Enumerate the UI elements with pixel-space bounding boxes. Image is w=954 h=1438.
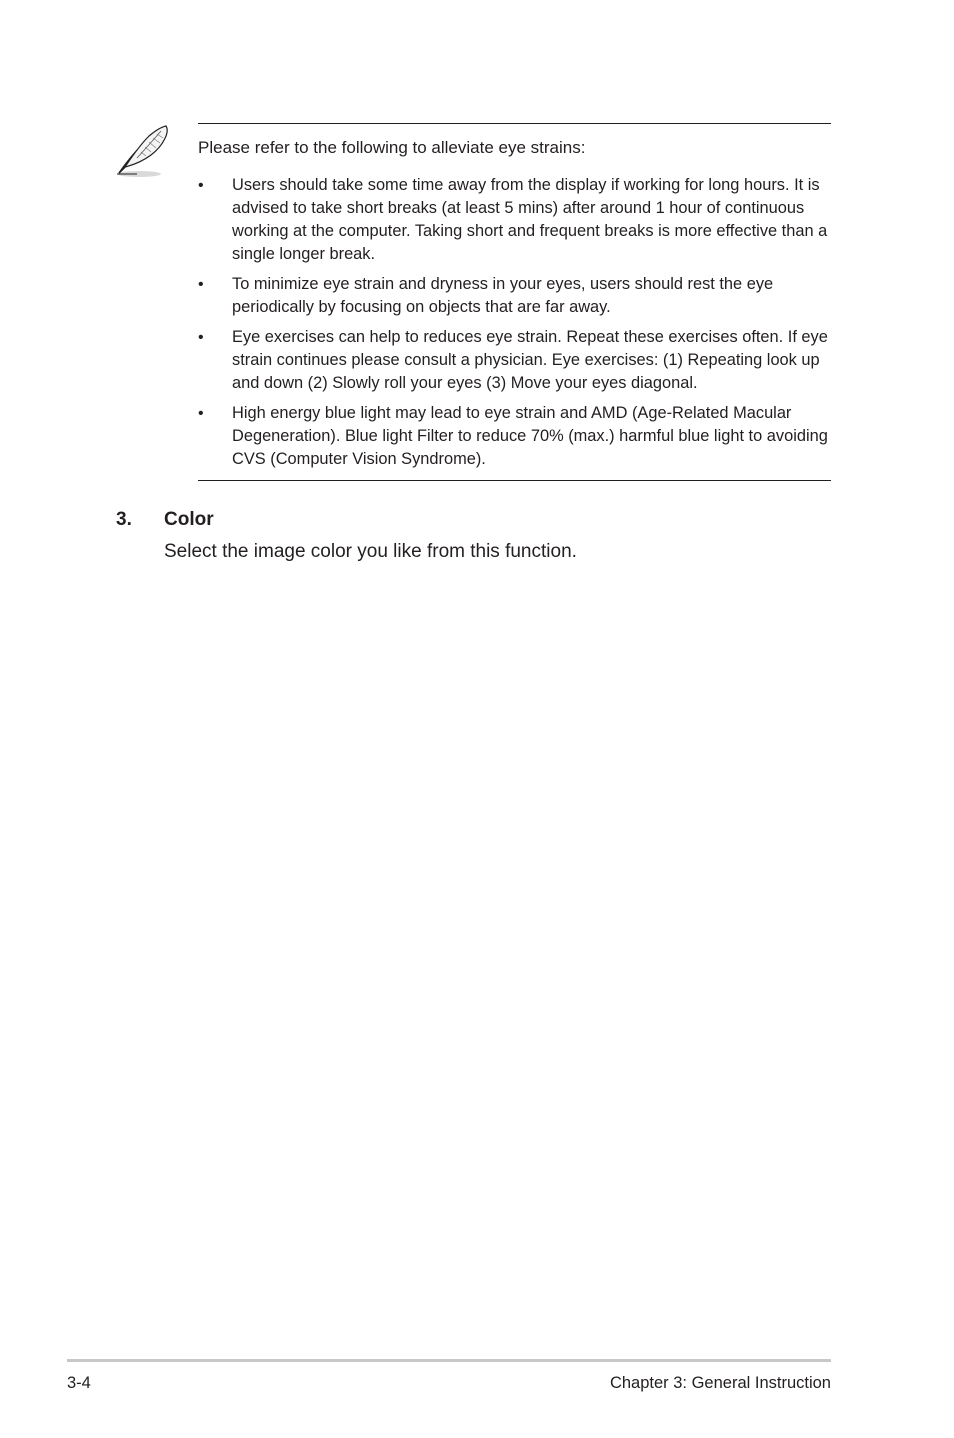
list-item <box>198 273 831 319</box>
bullet-text: To minimize eye strain and dryness in your eyes, users should rest the eye periodically by focusing on objects that are far away. <box>232 275 774 316</box>
footer-divider <box>67 1359 831 1362</box>
bullet-dot: • <box>198 177 204 194</box>
feather-pen-icon <box>113 122 175 180</box>
eye-strain-tips-list <box>198 174 831 478</box>
note-top-rule <box>198 123 831 124</box>
note-bottom-rule <box>198 480 831 481</box>
footer-chapter-title: Chapter 3: General Instruction <box>609 1374 831 1392</box>
list-item <box>198 326 831 395</box>
section-number: 3. <box>116 509 132 530</box>
bullet-text: Users should take some time away from the display if working for long hours. It is advised to take short breaks (at least 5 mins) after around 1 hour of continuous working at the computer. Taking short and frequent breaks is more effective than a single longer break. <box>232 176 828 263</box>
note-intro-text: Please refer to the following to alleviate eye strains: <box>198 138 586 157</box>
section-description: Select the image color you like from this function. <box>164 541 577 562</box>
bullet-dot: • <box>198 405 204 422</box>
footer-page-number: 3-4 <box>67 1374 91 1392</box>
list-item <box>198 402 831 471</box>
bullet-dot: • <box>198 276 204 293</box>
bullet-dot: • <box>198 329 204 346</box>
bullet-text: High energy blue light may lead to eye strain and AMD (Age-Related Macular Degeneration). Blue light Filter to reduce 70% (max.) harmful blue light to avoiding CVS (Computer Vision Syndrome). <box>232 404 828 468</box>
bullet-text: Eye exercises can help to reduces eye strain. Repeat these exercises often. If eye strain continues please consult a physician. Eye exercises: (1) Repeating look up and down (2) Slowly roll your eyes (3) Move your eyes diagonal. <box>232 328 828 392</box>
section-title: Color <box>164 509 214 530</box>
list-item <box>198 174 831 266</box>
